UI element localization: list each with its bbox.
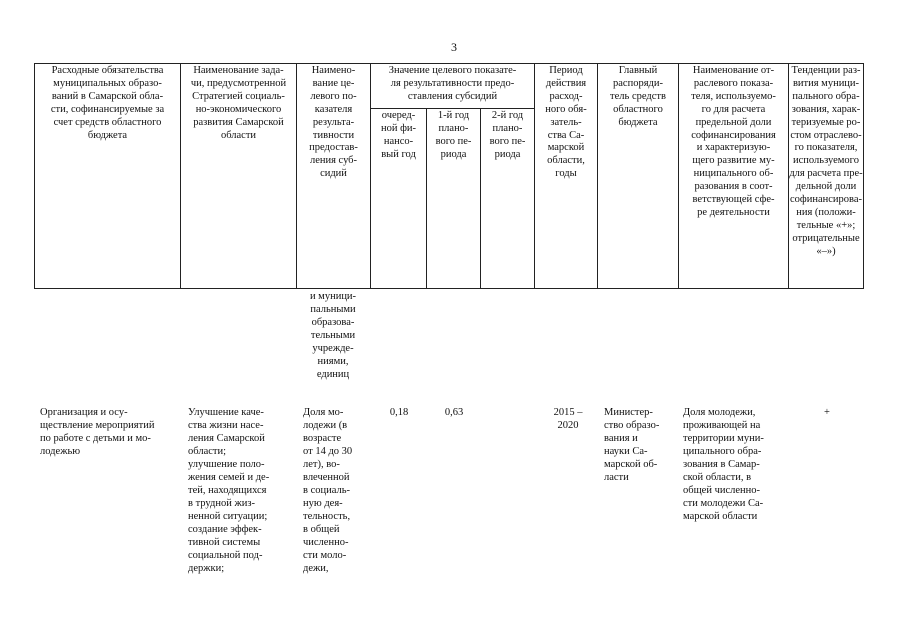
header-indicator-name: Наимено- вание це- левого по- казателя результа- тивности предостав- ления суб- сидий xyxy=(309,65,358,180)
continuation-text: и муници- пальными образова- тельными учрежде- ниями, единиц xyxy=(309,291,357,380)
header-second-plan-year: 2-й год плано- вого пе- риода xyxy=(489,110,526,160)
header-sector-indicator: Наименование от- раслевого показа- теля, используемо- го для расчета предельной доли софинансирования и характеризую- щего развитие му- ниципального об- разования в соот- ветствующей сфе- ре деятельности xyxy=(691,65,776,218)
row-task: Улучшение каче- ства жизни насе- ления Самарской области; улучшение поло- жения семей и де- тей, находящихся в трудной жиз- ненной ситуации; создание эффек- тивной системы социальной под- держки; xyxy=(188,407,270,574)
header-task-name: Наименование зада- чи, предусмотренной Стратегией социаль- но-экономического развития Самарской области xyxy=(190,65,287,141)
header-budget-manager: Главный распоряди- тель средств областного бюджета xyxy=(610,65,666,128)
header-period: Период действия расход- ного обя- затель- ства Са- марской области, годы xyxy=(545,65,587,180)
table-header xyxy=(34,63,864,289)
page-number: 3 xyxy=(451,40,457,54)
row-sector-indicator: Доля молодежи, проживающей на территории муни- ципального обра- зования в Самар- ской области, в общей численно- сти молодежи Са- марской области xyxy=(683,407,764,522)
row-expense-obligation: Организация и осу- ществление мероприятий по работе с детьми и мо- лодежью xyxy=(40,407,155,457)
row-budget-manager: Министер- ство образо- вания и науки Са- марской об- ласти xyxy=(604,407,660,483)
row-period: 2015 – 2020 xyxy=(553,407,583,431)
row-trend: + xyxy=(824,407,830,418)
header-expense-obligations: Расходные обязательства муниципальных образо- ваний в Самарской обла- сти, софинансируемые за счет средств областного бюджета xyxy=(50,65,165,141)
row-indicator: Доля мо- лодежи (в возрасте от 14 до 30 лет), во- влеченной в социаль- ную дея- тельность, в общей численно- сти моло- дежи, xyxy=(303,407,353,574)
row-value-first-plan-year: 0,63 xyxy=(444,407,464,418)
header-current-year: очеред- ной фи- нансо- вый год xyxy=(380,110,417,160)
header-indicator-value-group: Значение целевого показате- ля результативности предо- ставления субсидий xyxy=(388,65,517,102)
header-first-plan-year: 1-й год плано- вого пе- риода xyxy=(435,110,472,160)
row-value-current-year: 0,18 xyxy=(389,407,409,418)
header-trends: Тенденции раз- вития муници- пального обра- зования, харак- теризуемые ро- стом отраслево- го показателя, используемого для расчета пре- дельной доли софинансирова- ния (положи- тельные «+»; отрицательные «–») xyxy=(789,65,863,257)
